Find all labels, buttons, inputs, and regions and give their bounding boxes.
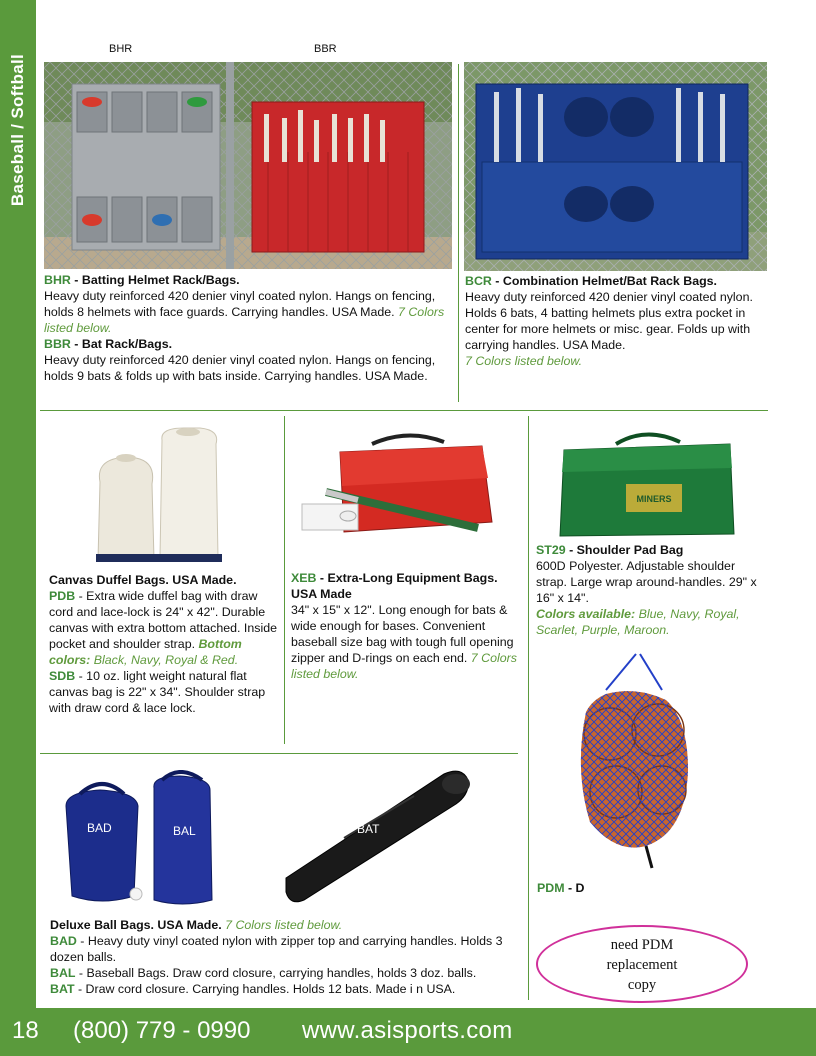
pdm-photo bbox=[566, 650, 700, 874]
bad-desc: - Heavy duty vinyl coated nylon with zipper top and carrying handles. Holds 3 dozen balls. bbox=[50, 934, 503, 964]
bat-bag-photo bbox=[284, 766, 474, 906]
photo-label-bhr: BHR bbox=[109, 43, 133, 55]
svg-text:MINERS: MINERS bbox=[636, 494, 672, 504]
st29-colors: Blue, Navy, Royal, Scarlet, Purple, Maroon. bbox=[536, 607, 740, 637]
st29-photo bbox=[556, 428, 738, 540]
xeb-code: XEB bbox=[291, 571, 317, 585]
bhr-desc: Heavy duty reinforced 420 denier vinyl coated nylon. Hangs on fencing, holds 8 helmets with face guards. Carrying handles. USA Made. bbox=[44, 289, 436, 319]
bat-body bbox=[50, 981, 520, 997]
canvas-description bbox=[49, 572, 281, 716]
xeb-photo bbox=[298, 432, 520, 562]
divider-top-vertical bbox=[458, 64, 459, 402]
pdm-title: - D bbox=[564, 881, 585, 895]
photo-label-bat: BAT bbox=[357, 822, 380, 836]
review-note bbox=[536, 925, 748, 1003]
bhr-colors: 7 Colors listed below. bbox=[44, 305, 445, 335]
sdb-code: SDB bbox=[49, 669, 76, 683]
bat-desc: - Draw cord closure. Carrying handles. Holds 12 bats. Made i n USA. bbox=[74, 982, 456, 996]
pdb-colors: Black, Navy, Royal & Red. bbox=[90, 653, 239, 667]
st29-code: ST29 bbox=[536, 543, 566, 557]
bbr-heading bbox=[44, 336, 452, 352]
bhr-bbr-description bbox=[44, 272, 452, 384]
sdb-body bbox=[49, 668, 281, 716]
bbr-desc: Heavy duty reinforced 420 denier vinyl coated nylon. Hangs on fencing, holds 9 bats & folds up with bats inside. Carrying handles. USA Made. bbox=[44, 353, 436, 383]
divider-top-horizontal bbox=[40, 410, 768, 411]
st29-heading bbox=[536, 542, 758, 558]
page-number: 18 bbox=[12, 1017, 39, 1044]
st29-desc: 600D Polyester. Adjustable shoulder strap. Large wrap around-handles. 29" x 16" x 14". bbox=[536, 559, 757, 605]
bcr-code: BCR bbox=[465, 274, 492, 288]
st29-title: - Shoulder Pad Bag bbox=[565, 543, 684, 557]
bcr-description bbox=[465, 273, 765, 369]
bad-code: BAD bbox=[50, 934, 77, 948]
divider-mid-left bbox=[284, 416, 285, 744]
sdb-desc: - 10 oz. light weight natural flat canvas bag is 22" x 34". Shoulder strap with draw cord & lace lock. bbox=[49, 669, 266, 715]
bbr-code: BBR bbox=[44, 337, 71, 351]
bal-body bbox=[50, 965, 520, 981]
bcr-colors: 7 Colors listed below. bbox=[465, 354, 583, 368]
pdm-description bbox=[537, 880, 737, 896]
xeb-colors: 7 Colors listed below. bbox=[291, 651, 517, 681]
note-line-2: replacement bbox=[606, 957, 678, 973]
pdb-body bbox=[49, 588, 281, 668]
xeb-heading bbox=[291, 570, 523, 602]
bal-code: BAL bbox=[50, 966, 76, 980]
deluxe-heading bbox=[50, 917, 520, 933]
xeb-title: - Extra-Long Equipment Bags. USA Made bbox=[291, 571, 498, 601]
sidebar-label: Baseball / Softball bbox=[8, 53, 27, 207]
canvas-title: Canvas Duffel Bags. USA Made. bbox=[49, 573, 237, 587]
bcr-photo bbox=[464, 62, 767, 271]
photo-label-bbr: BBR bbox=[314, 43, 337, 55]
xeb-body bbox=[291, 602, 523, 682]
bcr-title: - Combination Helmet/Bat Rack Bags. bbox=[491, 274, 717, 288]
photo-label-bad: BAD bbox=[87, 821, 112, 835]
divider-mid-right bbox=[528, 416, 529, 1000]
st29-colors-label: Colors available: bbox=[536, 607, 636, 621]
xeb-desc: 34" x 15" x 12". Long enough for bats & wide enough for bases. Convenient baseball size bag with tough full opening zipper and D-rings on each end. bbox=[291, 603, 514, 665]
sidebar bbox=[0, 0, 36, 1008]
phone-number: (800) 779 - 0990 bbox=[73, 1017, 251, 1044]
note-line-3: copy bbox=[627, 977, 657, 993]
pdm-code: PDM bbox=[537, 881, 565, 895]
bhr-code: BHR bbox=[44, 273, 71, 287]
photo-label-bal: BAL bbox=[173, 824, 196, 838]
st29-colors-line bbox=[536, 606, 758, 638]
divider-mid-horizontal bbox=[40, 753, 518, 754]
website-url: www.asisports.com bbox=[302, 1017, 513, 1044]
bat-code: BAT bbox=[50, 982, 75, 996]
canvas-duffel-photo bbox=[88, 422, 230, 564]
deluxe-title: Deluxe Ball Bags. USA Made. bbox=[50, 918, 222, 932]
pdb-code: PDB bbox=[49, 589, 76, 603]
bcr-desc: Heavy duty reinforced 420 denier vinyl coated nylon. Holds 6 bats, 4 batting helmets plus extra pocket in center for more helmets or misc. gear. Folds up with carrying handles. USA Made. bbox=[465, 290, 753, 352]
st29-description bbox=[536, 542, 758, 638]
footer bbox=[0, 1008, 816, 1056]
bbr-title: - Bat Rack/Bags. bbox=[70, 337, 173, 351]
ball-bags-photo bbox=[62, 770, 222, 908]
xeb-description bbox=[291, 570, 523, 682]
bhr-heading bbox=[44, 272, 452, 288]
bhr-title: - Batting Helmet Rack/Bags. bbox=[70, 273, 240, 287]
deluxe-description bbox=[50, 917, 520, 997]
pdb-colors-label: Bottom colors: bbox=[49, 637, 242, 667]
deluxe-colors: 7 Colors listed below. bbox=[221, 918, 343, 932]
pdb-desc: - Extra wide duffel bag with draw cord and lace-lock is 24" x 42". Durable canvas with extra bottom attached. Inside pocket and shoulder strap. bbox=[49, 589, 277, 651]
bhr-bbr-photo bbox=[44, 62, 452, 269]
bal-desc: - Baseball Bags. Draw cord closure, carrying handles, holds 3 doz. balls. bbox=[75, 966, 477, 980]
bcr-heading bbox=[465, 273, 765, 289]
bad-body bbox=[50, 933, 520, 965]
bhr-body bbox=[44, 288, 452, 336]
note-line-1: need PDM bbox=[610, 937, 674, 953]
